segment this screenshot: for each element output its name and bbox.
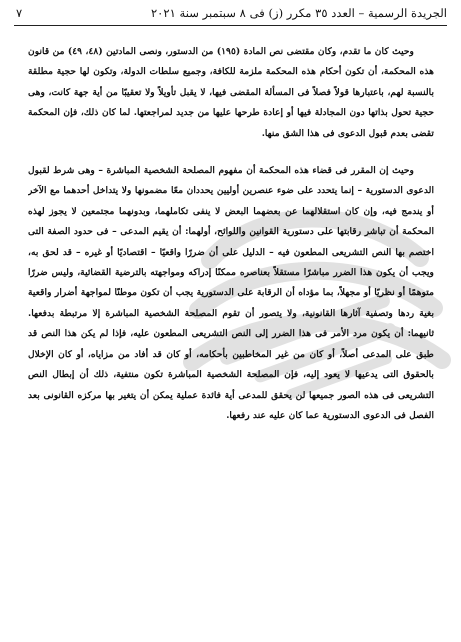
paragraph-two: وحيث إن المقرر فى قضاء هذه المحكمة أن مفهوم المصلحة الشخصية المباشرة – وهى شرط لقبول الدعوى الدستورية – إنما يتحدد على ضوء عنصرين أوليين يحددان معًا مضمونها ولا يتداخل أحدهما مع الآخر أو يندمج فيه، وإن كان استقلالهما عن بعضهما البعض لا ينفى تكاملهما، وبدونهما مجتمعين لا يجوز لهذه المحكمة أن تباشر رقابتها على دستورية القوانين واللوائح، أولهما: أن يقيم المدعى – فى حدود الصفة التى اختصم بها النص التشريعى المطعون فيه – الدليل على أن ضررًا واقعيًا – اقتصاديًا أو غيره – قد لحق به، ويجب أن يكون هذا الضرر مباشرًا مستقلاً بعناصره ممكنًا إدراكه ومواجهته بالترضية القضائية، وليس ضررًا متوهمًا أو نظريًا أو مجهلاً، بما مؤداه أن الرقابة على الدستورية يجب أن تكون موطنًا لمواجهة أضرار واقعية بغية ردها وتصفية آثارها القانونية، ولا يتصور أن تقوم المصلحة الشخصية المباشرة إلا مرتبطة بدفعها. ثانيهما: أن يكون مرد الأمر فى هذا الضرر إلى النص التشريعى المطعون عليه، فإذا لم يكن هذا النص قد طبق على المدعى أصلاً، أو كان من غير المخاطبين بأحكامه، أو كان قد أفاد من مزاياه، أو كان الإخلال بالحقوق التى يدعيها لا يعود إليه، فإن المصلحة الشخصية المباشرة تكون منتفية، ذلك أن إبطال النص التشريعى فى هذه الصور جميعها لن يحقق للمدعى أية فائدة عملية يمكن أن يتغير بها مركزه القانونى بعد الفصل فى الدعوى الدستورية عما كان عليه عند رفعها. bbox=[28, 165, 434, 421]
page-body bbox=[28, 42, 434, 634]
header-title: الجريدة الرسمية – العدد ٣٥ مكرر (ز) فى ٨ سبتمبر سنة ٢٠٢١ bbox=[150, 6, 447, 20]
page-number: ٧ bbox=[16, 6, 23, 20]
paragraph-one: وحيث كان ما تقدم، وكان مقتضى نص المادة (١٩٥) من الدستور، ونصى المادتين (٤٨، ٤٩) من قانون هذه المحكمة، أن تكون أحكام هذه المحكمة ملزمة للكافة، وجميع سلطات الدولة، وتكون لها حجية مطلقة بالنسبة لهم، باعتبارها قولاً فصلاً فى المسألة المقضى فيها، لا يقبل تأويلاً ولا تعقيبًا من أية جهة كانت، وهى حجية تحول بذاتها دون المجادلة فيها أو إعادة طرحها عليها من جديد لمراجعتها. لما كان ذلك، فإن المحكمة تقضى بعدم قبول الدعوى فى هذا الشق منها. bbox=[28, 46, 434, 139]
header-divider bbox=[14, 25, 447, 26]
